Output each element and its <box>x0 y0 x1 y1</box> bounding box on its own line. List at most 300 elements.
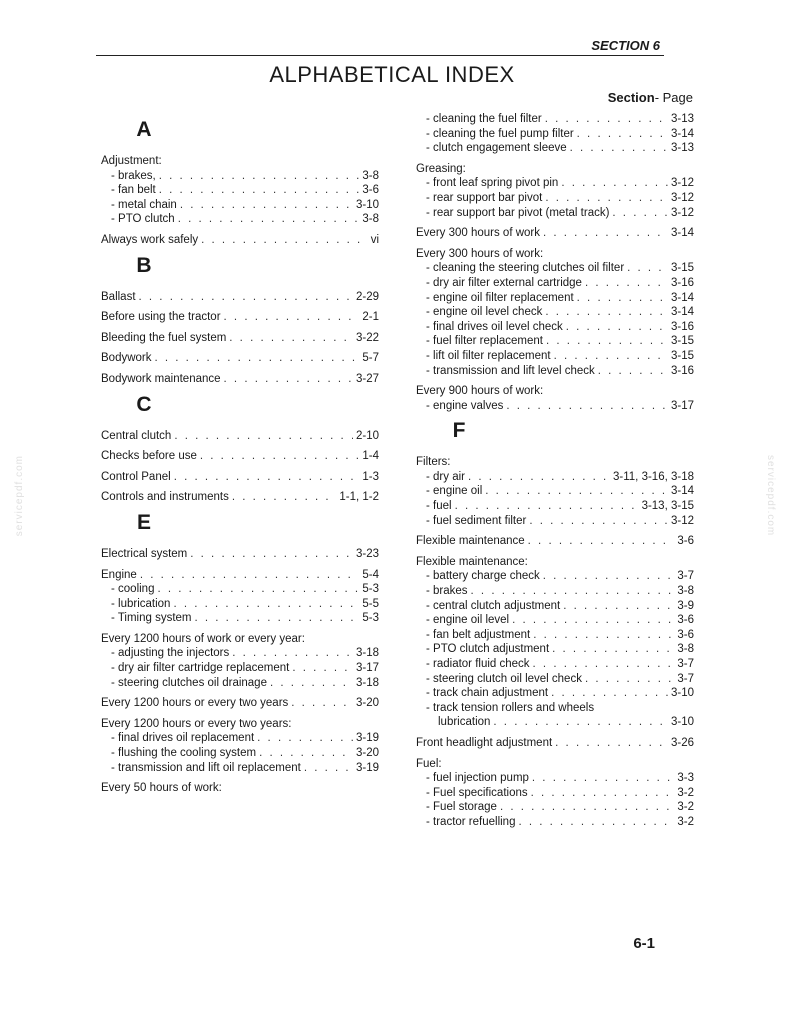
page-ref: 3-14 <box>670 291 694 304</box>
page-ref: 3-22 <box>355 331 379 344</box>
dot-leader <box>533 628 674 643</box>
index-line <box>416 399 694 414</box>
dot-leader <box>585 276 668 291</box>
page-ref: 3-10 <box>670 687 694 700</box>
entry-text: - rear support bar pivot (metal track) <box>426 206 610 219</box>
dot-leader <box>180 198 353 213</box>
entry-text: - Fuel storage <box>426 801 497 814</box>
index-line <box>101 661 379 676</box>
dot-leader <box>555 736 668 751</box>
index-entry <box>416 162 694 220</box>
letter-heading: F <box>452 419 466 443</box>
index-line <box>101 449 379 464</box>
page-title: ALPHABETICAL INDEX <box>269 62 515 87</box>
index-line <box>416 226 694 241</box>
entry-text: - cleaning the fuel filter <box>426 113 542 125</box>
dot-leader <box>529 514 668 529</box>
entry-text: - metal chain <box>111 198 177 211</box>
page-ref: 3-2 <box>677 815 694 828</box>
index-entry <box>416 384 694 413</box>
entry-heading: Filters: <box>416 456 451 469</box>
index-line <box>416 291 694 306</box>
entry-text: - engine valves <box>426 399 504 412</box>
dot-leader <box>500 800 674 815</box>
page-ref: 3-8 <box>362 213 379 226</box>
index-line <box>416 642 694 657</box>
index-line <box>101 746 379 761</box>
dot-leader <box>493 715 668 730</box>
entry-text: Checks before use <box>101 450 197 463</box>
index-line <box>416 736 694 751</box>
watermark-right: servicepdf.com <box>765 455 776 537</box>
dot-leader <box>545 191 668 206</box>
dot-leader <box>229 331 353 346</box>
page-ref: 3-7 <box>677 658 694 670</box>
entry-heading: Greasing: <box>416 162 466 175</box>
entry-text: Bleeding the fuel system <box>101 331 227 344</box>
page-ref: 3-14 <box>670 227 694 240</box>
dot-leader <box>232 646 353 661</box>
page-ref: 3-15 <box>670 349 694 362</box>
index-entry <box>416 736 694 751</box>
page-legend-rest: - Page <box>654 90 693 105</box>
index-line <box>416 206 694 221</box>
dot-leader <box>546 334 668 349</box>
page-ref: 5-3 <box>362 612 379 625</box>
page-ref: 3-3 <box>677 772 694 785</box>
index-line <box>101 470 379 485</box>
index-line <box>416 701 694 716</box>
index-line <box>416 686 694 701</box>
page-ref: 3-2 <box>677 801 694 814</box>
index-entry <box>101 696 379 711</box>
entry-text: - central clutch adjustment <box>426 599 561 612</box>
page-number: 6-1 <box>633 935 655 952</box>
dot-leader <box>174 470 360 485</box>
entry-text: - PTO clutch <box>111 213 175 226</box>
entry-text: - dry air filter cartridge replacement <box>111 662 290 675</box>
entry-heading: Every 50 hours of work: <box>101 782 222 795</box>
dot-leader <box>200 449 359 464</box>
entry-text: - fuel filter replacement <box>426 335 543 348</box>
dot-leader <box>563 599 674 614</box>
index-line <box>416 815 694 830</box>
entry-text: - fuel sediment filter <box>426 514 527 527</box>
page-ref: 3-6 <box>677 614 694 627</box>
letter-heading: A <box>136 118 152 141</box>
dot-leader <box>224 310 360 325</box>
entry-text: - final drives oil level check <box>426 320 563 333</box>
page-ref: 5-3 <box>362 583 379 596</box>
dot-leader <box>485 484 668 499</box>
page-ref: 3-17 <box>670 399 694 412</box>
dot-leader <box>270 676 353 691</box>
entry-text: - clutch engagement sleeve <box>426 142 567 155</box>
dot-leader <box>506 399 668 414</box>
entry-text: Every 1200 hours or every two years <box>101 697 289 710</box>
dot-leader <box>159 169 360 184</box>
index-line <box>416 569 694 584</box>
index-line <box>416 127 694 142</box>
dot-leader <box>201 233 368 248</box>
dot-leader <box>545 305 668 320</box>
entry-text: - track chain adjustment <box>426 687 549 700</box>
index-entry <box>101 154 379 227</box>
index-line <box>101 169 379 184</box>
index-line <box>416 276 694 291</box>
dot-leader <box>292 661 353 676</box>
index-line <box>416 534 694 549</box>
entry-text: - steering clutch oil level check <box>426 672 582 685</box>
index-entry <box>416 555 694 730</box>
entry-text: - fuel <box>426 500 452 513</box>
page-ref: 3-15 <box>670 335 694 348</box>
index-line <box>416 599 694 614</box>
entry-text: - lubrication <box>111 597 171 610</box>
entry-text: Electrical system <box>101 547 188 560</box>
page-ref: 3-19 <box>355 761 379 774</box>
index-entry <box>101 568 379 626</box>
index-column-left <box>101 112 379 802</box>
entry-text: - battery charge check <box>426 570 540 583</box>
page-ref: 3-23 <box>355 547 379 560</box>
entry-text: Central clutch <box>101 429 172 442</box>
page-ref: 3-8 <box>677 585 694 598</box>
dot-leader <box>577 291 668 306</box>
index-column-right <box>416 112 694 836</box>
dot-leader <box>190 547 353 562</box>
index-line <box>101 490 379 505</box>
entry-text: - engine oil filter replacement <box>426 291 574 304</box>
index-line <box>101 183 379 198</box>
index-line <box>101 676 379 691</box>
watermark-left: servicepdf.com <box>14 455 25 537</box>
index-line <box>416 628 694 643</box>
entry-text: Engine <box>101 568 137 581</box>
entry-text: - fan belt <box>111 184 156 197</box>
index-entry <box>101 717 379 775</box>
index-line <box>416 334 694 349</box>
index-line <box>101 731 379 746</box>
page-ref: 3-6 <box>677 535 694 548</box>
entry-text: - adjusting the injectors <box>111 647 230 660</box>
index-line <box>416 771 694 786</box>
entry-text: - transmission and lift oil replacement <box>111 761 301 774</box>
page-ref: 3-15 <box>670 262 694 275</box>
index-line <box>101 212 379 227</box>
entry-text: - cleaning the steering clutches oil filter <box>426 262 625 275</box>
header-rule <box>96 55 664 56</box>
page-ref: 3-14 <box>670 485 694 498</box>
page-ref: 2-1 <box>362 311 379 324</box>
entry-text: Ballast <box>101 290 136 303</box>
entry-text: Controls and instruments <box>101 491 229 504</box>
entry-text: - flushing the cooling system <box>111 747 257 760</box>
dot-leader <box>533 657 675 672</box>
dot-leader <box>232 490 337 505</box>
index-entry <box>416 226 694 241</box>
dot-leader <box>455 499 639 514</box>
dot-leader <box>518 815 674 830</box>
dot-leader <box>257 731 353 746</box>
entry-text: - rear support bar pivot <box>426 191 543 204</box>
index-line <box>101 233 379 248</box>
dot-leader <box>159 183 360 198</box>
page-ref: 1-4 <box>362 450 379 463</box>
entry-text: - engine oil level <box>426 614 510 627</box>
dot-leader <box>585 672 674 687</box>
index-line <box>416 786 694 801</box>
entry-heading: Every 1200 hours of work or every year: <box>101 632 305 645</box>
entry-text: - Timing system <box>111 612 192 625</box>
index-line <box>101 547 379 562</box>
page-ref: 3-17 <box>355 662 379 675</box>
dot-leader <box>598 364 668 379</box>
index-line <box>416 112 694 127</box>
page-ref: 3-12 <box>670 191 694 204</box>
index-line <box>101 331 379 346</box>
index-entry <box>416 455 694 528</box>
index-entry <box>101 632 379 690</box>
page-ref: 3-16 <box>670 276 694 289</box>
entry-text: - engine oil <box>426 485 483 498</box>
dot-leader <box>512 613 674 628</box>
entry-text: - track tension rollers and wheels <box>426 701 595 714</box>
index-entry <box>101 449 379 464</box>
entry-text: Front headlight adjustment <box>416 736 553 749</box>
index-entry <box>101 429 379 444</box>
index-line <box>416 514 694 529</box>
entry-text: - steering clutches oil drainage <box>111 676 267 689</box>
section-legend-bold: Section <box>607 90 655 105</box>
dot-leader <box>468 470 610 485</box>
entry-text: - radiator fluid check <box>426 658 530 670</box>
dot-leader <box>552 642 674 657</box>
index-entry <box>101 331 379 346</box>
index-line <box>416 657 694 672</box>
entry-heading: Fuel: <box>416 757 442 770</box>
entry-text: Flexible maintenance <box>416 535 525 548</box>
index-line <box>101 351 379 366</box>
letter-heading: C <box>136 392 152 416</box>
page-ref: 3-16 <box>670 364 694 377</box>
entry-text: - lift oil filter replacement <box>426 349 551 362</box>
dot-leader <box>528 534 675 549</box>
index-line <box>416 176 694 191</box>
page-ref: 2-29 <box>355 290 379 303</box>
page-ref: 3-26 <box>670 736 694 749</box>
page-ref: 3-7 <box>677 672 694 685</box>
dot-leader <box>531 786 675 801</box>
index-line <box>416 470 694 485</box>
entry-text: - tractor refuelling <box>426 815 516 828</box>
dot-leader <box>532 771 674 786</box>
dot-leader <box>551 686 668 701</box>
entry-text: - brakes <box>426 585 468 598</box>
index-line <box>101 646 379 661</box>
section-page-legend <box>608 90 693 105</box>
index-line <box>101 372 379 387</box>
index-entry <box>101 781 379 796</box>
entry-text: - fan belt adjustment <box>426 628 531 641</box>
page-ref: vi <box>370 233 379 246</box>
index-line <box>416 584 694 599</box>
index-line <box>416 305 694 320</box>
entry-heading: Adjustment: <box>101 155 162 167</box>
entry-text: - front leaf spring pivot pin <box>426 177 559 190</box>
index-entry <box>416 247 694 378</box>
index-entry <box>101 290 379 305</box>
index-line <box>101 761 379 776</box>
entry-text: Control Panel <box>101 470 171 483</box>
entry-text: - transmission and lift level check <box>426 364 595 377</box>
dot-leader <box>224 372 353 387</box>
index-entry <box>101 351 379 366</box>
page-ref: 2-10 <box>355 429 379 442</box>
index-entry <box>101 310 379 325</box>
entry-text: Every 300 hours of work <box>416 227 541 240</box>
index-line <box>416 613 694 628</box>
dot-leader <box>561 176 668 191</box>
dot-leader <box>471 584 675 599</box>
dot-leader <box>155 351 360 366</box>
entry-text: Bodywork maintenance <box>101 372 221 385</box>
entry-heading: Every 1200 hours or every two years: <box>101 717 292 730</box>
index-entry <box>416 757 694 830</box>
page-ref: 3-10 <box>670 716 694 729</box>
letter-heading: B <box>136 253 152 277</box>
index-entry <box>101 372 379 387</box>
entry-text: Always work safely <box>101 233 199 246</box>
page-ref: 3-14 <box>670 127 694 140</box>
dot-leader <box>140 568 360 583</box>
entry-text: - PTO clutch adjustment <box>426 643 550 656</box>
dot-leader <box>543 569 675 584</box>
index-line <box>101 611 379 626</box>
entry-text: - cleaning the fuel pump filter <box>426 127 574 140</box>
page-ref: 3-20 <box>355 747 379 760</box>
dot-leader <box>612 206 668 221</box>
index-line <box>101 582 379 597</box>
page-ref: 3-12 <box>670 206 694 219</box>
letter-heading: E <box>136 510 151 534</box>
dot-leader <box>139 290 353 305</box>
dot-leader <box>259 746 353 761</box>
index-line <box>416 672 694 687</box>
index-line <box>416 715 694 730</box>
dot-leader <box>173 597 359 612</box>
page-ref: 3-8 <box>677 643 694 656</box>
page-ref: 3-13 <box>670 113 694 125</box>
dot-leader <box>554 349 668 364</box>
dot-leader <box>174 429 353 444</box>
index-line <box>101 429 379 444</box>
index-line <box>101 198 379 213</box>
dot-leader <box>543 226 668 241</box>
entry-text: - cooling <box>111 583 155 596</box>
index-entry <box>416 112 694 156</box>
index-line <box>101 696 379 711</box>
page-ref: 5-7 <box>362 352 379 365</box>
index-entry <box>101 233 379 248</box>
page-ref: 3-9 <box>677 599 694 612</box>
index-line <box>416 484 694 499</box>
dot-leader <box>157 582 359 597</box>
page-ref: 3-12 <box>670 177 694 190</box>
page-ref: 3-27 <box>355 372 379 385</box>
page-ref: 3-14 <box>670 306 694 319</box>
page-ref: 1-3 <box>362 470 379 483</box>
page-ref: 3-18 <box>355 676 379 689</box>
page-ref: 1-1, 1-2 <box>339 491 379 504</box>
page-ref: 3-2 <box>677 786 694 799</box>
index-line <box>416 261 694 276</box>
entry-text: - fuel injection pump <box>426 772 529 785</box>
index-entry <box>101 470 379 485</box>
entry-text: - engine oil level check <box>426 306 543 319</box>
entry-text: - Fuel specifications <box>426 786 528 799</box>
dot-leader <box>566 320 668 335</box>
entry-heading: Flexible maintenance: <box>416 555 528 568</box>
dot-leader <box>545 112 668 127</box>
dot-leader <box>291 696 353 711</box>
entry-text: Before using the tractor <box>101 311 221 324</box>
index-line <box>416 320 694 335</box>
index-line <box>416 800 694 815</box>
entry-text: - brakes, <box>111 169 156 182</box>
index-entry <box>416 534 694 549</box>
index-line <box>416 364 694 379</box>
entry-text: - dry air <box>426 470 465 483</box>
page-ref: 3-12 <box>670 514 694 527</box>
index-line <box>416 141 694 156</box>
page-ref: 3-11, 3-16, 3-18 <box>613 470 694 483</box>
index-entry <box>101 490 379 505</box>
entry-heading: Every 900 hours of work: <box>416 385 544 398</box>
index-entry <box>101 547 379 562</box>
entry-text: - dry air filter external cartridge <box>426 276 582 289</box>
dot-leader <box>304 761 353 776</box>
page-ref: 3-7 <box>677 570 694 583</box>
page-ref: 5-5 <box>362 597 379 610</box>
page-ref: 3-13 <box>670 142 694 155</box>
page-ref: 3-13, 3-15 <box>641 500 694 513</box>
page-ref: 3-18 <box>355 647 379 660</box>
entry-text: Bodywork <box>101 352 152 365</box>
index-line <box>416 499 694 514</box>
dot-leader <box>577 127 668 142</box>
dot-leader <box>627 261 668 276</box>
index-line <box>101 597 379 612</box>
page-ref: 3-8 <box>362 169 379 182</box>
page-ref: 3-20 <box>355 697 379 710</box>
page-ref: 3-6 <box>362 184 379 197</box>
page-ref: 3-10 <box>355 198 379 211</box>
page-ref: 3-19 <box>355 732 379 745</box>
page-ref: 3-6 <box>677 628 694 641</box>
index-line <box>416 349 694 364</box>
index-line <box>101 568 379 583</box>
page-ref: 5-4 <box>362 568 379 581</box>
entry-text: lubrication <box>438 716 491 729</box>
index-line <box>101 310 379 325</box>
dot-leader <box>195 611 360 626</box>
section-label: SECTION 6 <box>591 38 660 53</box>
index-line <box>416 191 694 206</box>
dot-leader <box>178 212 360 227</box>
page-ref: 3-16 <box>670 320 694 333</box>
index-line <box>101 290 379 305</box>
